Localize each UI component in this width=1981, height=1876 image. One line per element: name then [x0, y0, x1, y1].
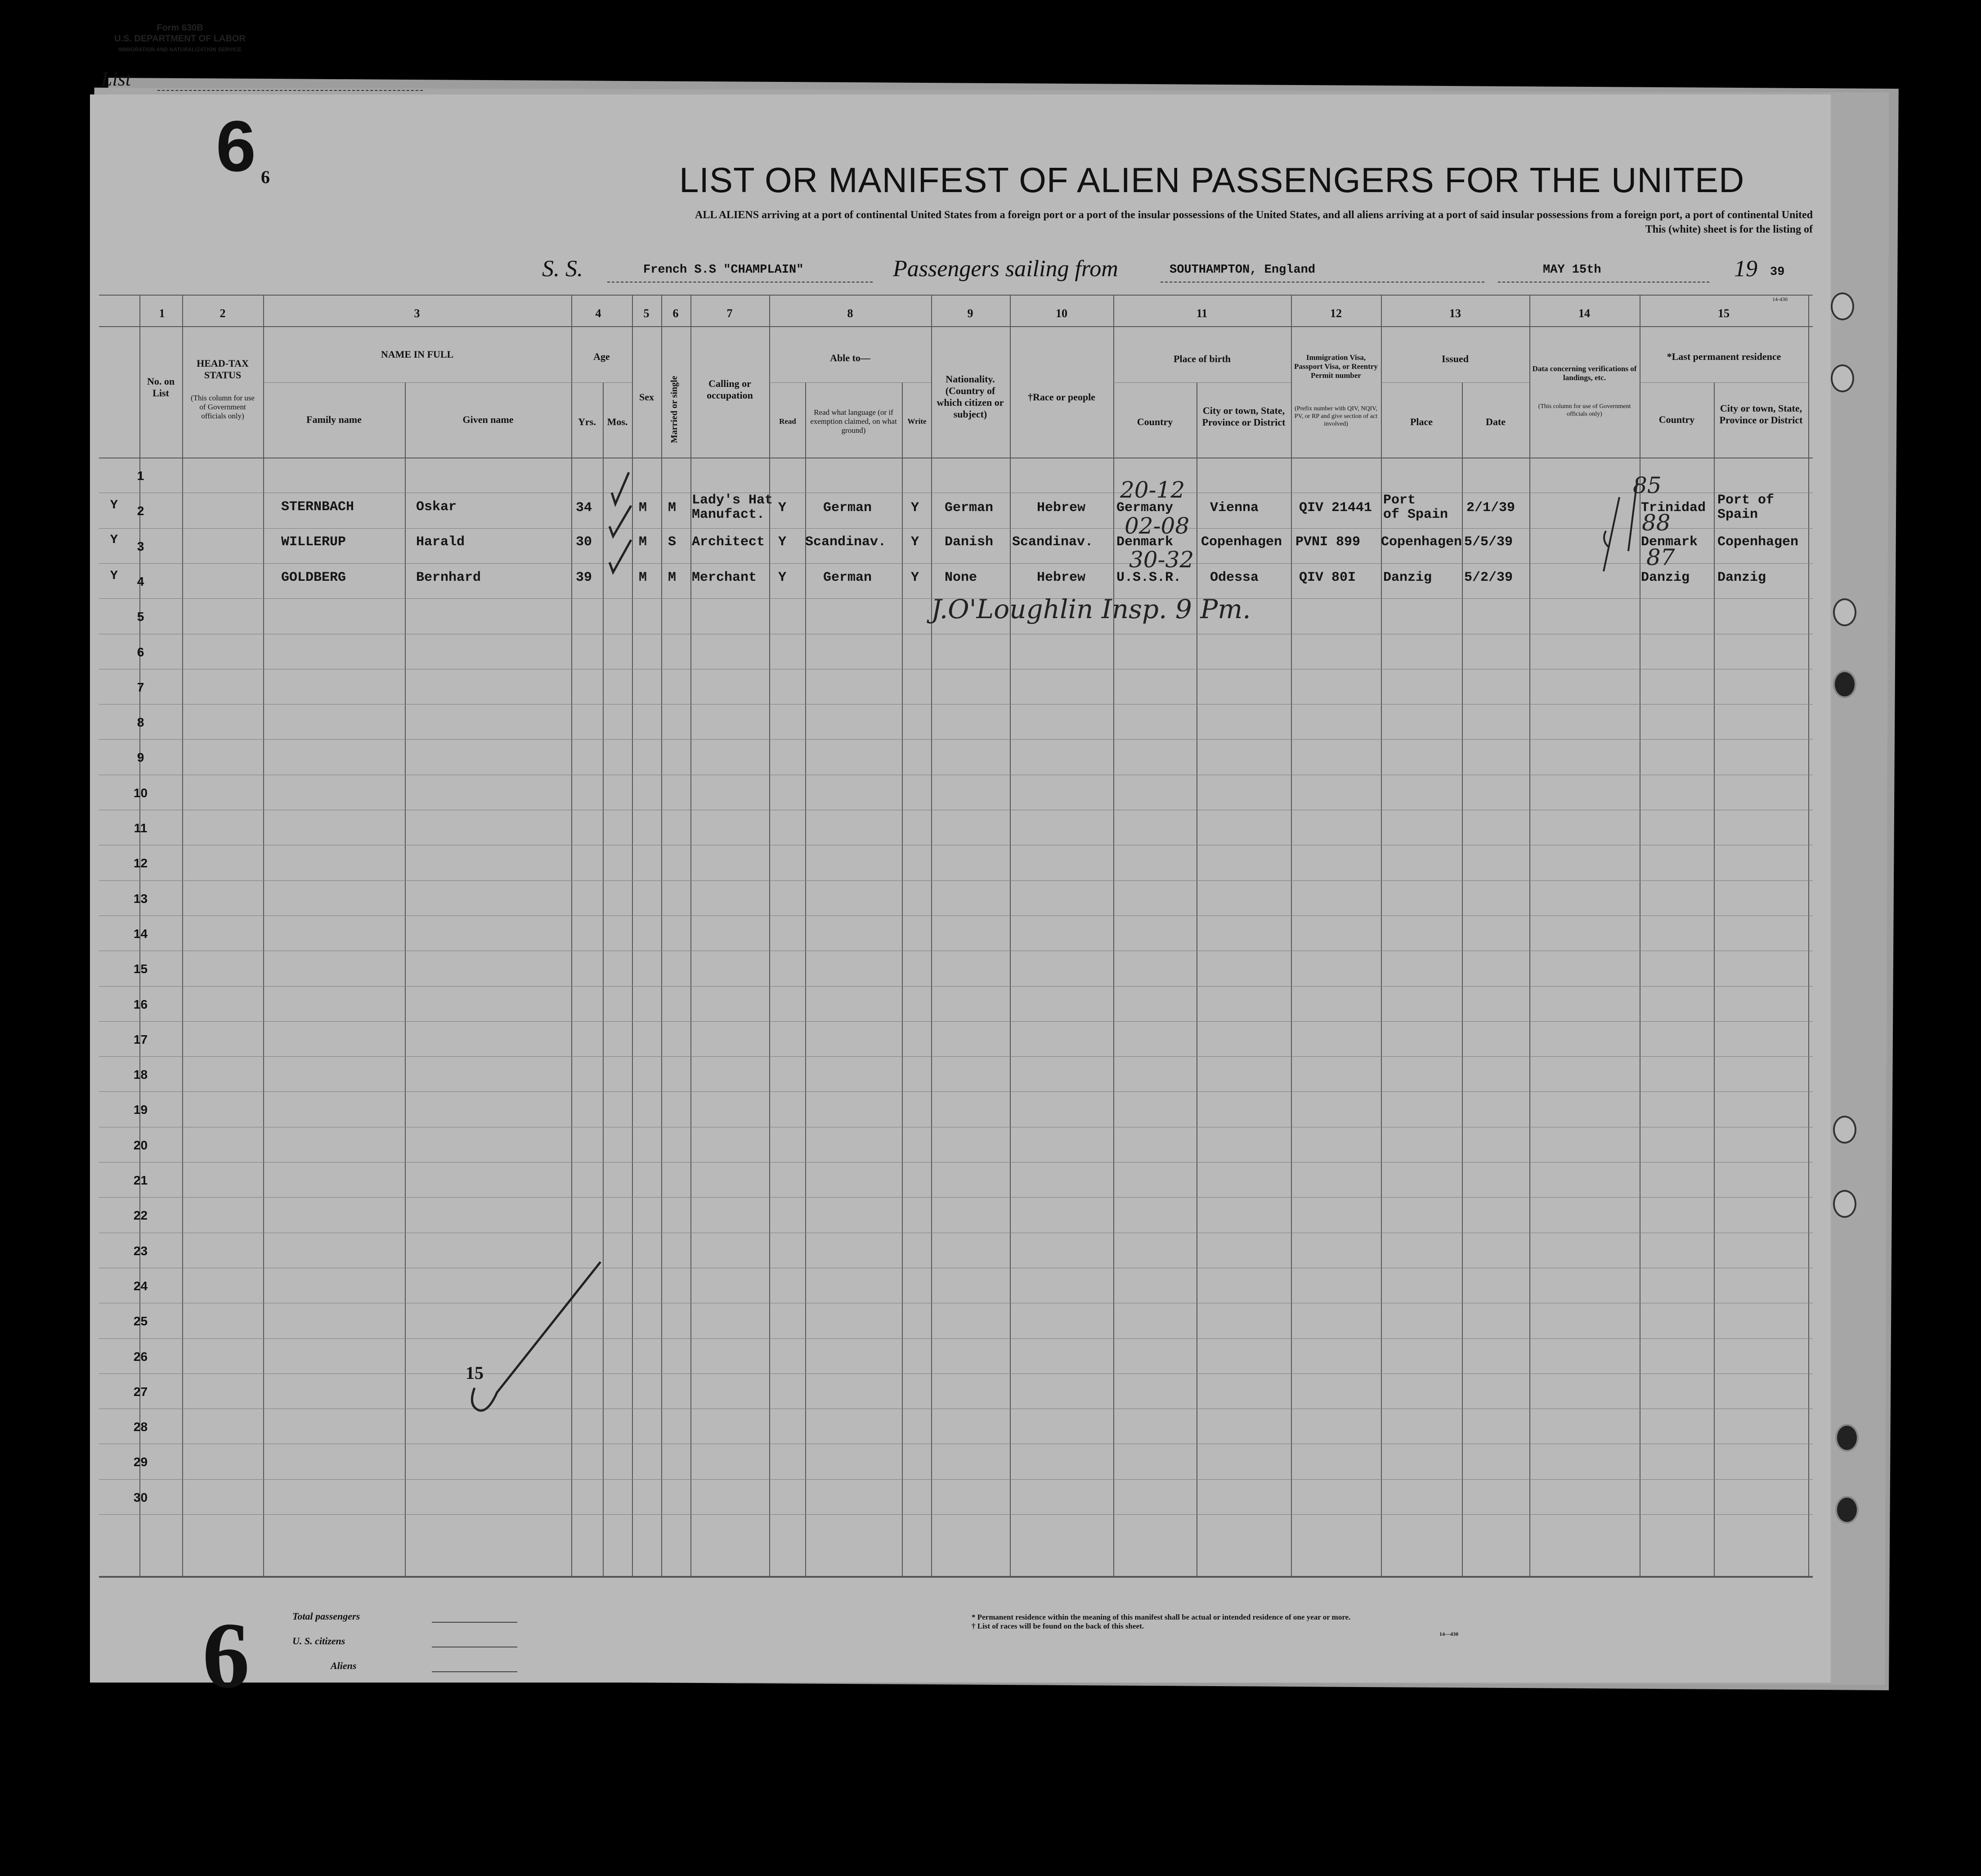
hdr-issued-place: Place: [1410, 416, 1433, 427]
sex: M: [639, 570, 647, 585]
hdr-visa: Immigration Visa, Passport Visa, or Reentry Permit number: [1294, 353, 1378, 380]
res-country: Trinidad: [1641, 500, 1706, 516]
birth-city: Vienna: [1210, 500, 1259, 516]
hdr-country: Country: [1137, 416, 1173, 427]
service: IMMIGRATION AND NATURALIZATION SERVICE: [118, 46, 242, 53]
handwritten-code: 02-08: [1125, 513, 1190, 539]
given-name: Oskar: [416, 499, 457, 515]
hdr-yrs: Yrs.: [578, 416, 596, 427]
occupation: Merchant: [692, 570, 757, 585]
punch-hole: [1835, 1496, 1859, 1524]
family-name: WILLERUP: [281, 534, 346, 550]
row-number: 22: [133, 1208, 148, 1222]
birth-country: Germany: [1116, 500, 1174, 516]
row-number: 17: [133, 1032, 148, 1046]
visa-number: QIV 21441: [1299, 500, 1372, 516]
port-underline: [1161, 282, 1484, 283]
punch-hole: [1833, 670, 1856, 698]
row-number: 12: [133, 856, 148, 870]
hdr-read-language: Read what language (or if exemption claimed, on what ground): [810, 408, 897, 435]
write: Y: [911, 570, 919, 585]
col-number: 4: [595, 307, 601, 320]
hdr-sex: Sex: [639, 391, 654, 403]
row-number: 6: [137, 645, 144, 659]
pen-stroke: [1604, 497, 1619, 571]
date-underline: [1498, 282, 1709, 283]
row-number: 11: [134, 821, 148, 835]
handwritten-code: 88: [1642, 510, 1671, 536]
form-header: [90, 22, 270, 55]
issued-place: Copenhagen: [1381, 534, 1462, 550]
col-number: 10: [1056, 307, 1067, 320]
col-number: 15: [1718, 307, 1730, 320]
sailing-date: MAY 15th: [1543, 263, 1601, 277]
row-number: 24: [133, 1279, 148, 1293]
pen-stroke: [1628, 479, 1637, 551]
birth-city: Odessa: [1210, 570, 1259, 585]
row-number: 3: [137, 539, 144, 553]
hdr-visa-note: (Prefix number with QIV, NQIV, PV, or RP and give section of act involved): [1294, 405, 1378, 427]
read: Y: [778, 500, 787, 516]
married: S: [668, 534, 677, 550]
nationality: German: [945, 500, 994, 516]
hdr-able-to: Able to—: [830, 352, 870, 364]
hdr-race: †Race or people: [1028, 391, 1095, 403]
hdr-family-name: Family name: [306, 414, 362, 425]
col-number: 1: [159, 307, 165, 320]
handwritten-code: 87: [1646, 544, 1675, 570]
issued-date: 5/5/39: [1464, 534, 1513, 550]
aliens-line: [432, 1671, 517, 1672]
col-number: 5: [643, 307, 650, 320]
row-number: 21: [133, 1173, 148, 1187]
hdr-calling: Calling or occupation: [707, 378, 753, 401]
check-mark-icon: [610, 540, 631, 572]
row-number: 27: [133, 1385, 148, 1399]
hdr-place-of-birth: Place of birth: [1173, 353, 1231, 364]
subtitle: [351, 208, 1813, 237]
page-title: LIST OR MANIFEST OF ALIEN PASSENGERS FOR THE UNITED: [679, 160, 1745, 200]
punch-hole: [1831, 364, 1854, 392]
hdr-nationality: Nationality. (Country of which citizen or subject): [937, 373, 1004, 420]
ship-underline: [607, 282, 873, 283]
race: Scandinav.: [1012, 534, 1094, 550]
col-number: 7: [726, 307, 733, 320]
manifest-table: [99, 295, 1813, 1577]
col-number: 6: [672, 307, 679, 320]
us-citizens-label: U. S. citizens: [292, 1635, 345, 1647]
row-number: 19: [133, 1103, 148, 1117]
hdr-write: Write: [907, 417, 927, 426]
hdr-res-country: Country: [1658, 414, 1695, 425]
row-number: 2: [137, 504, 144, 518]
res-country: Danzig: [1641, 570, 1690, 585]
col-number: 9: [967, 307, 973, 320]
row-number: 23: [133, 1244, 148, 1258]
list-number-printed: 6: [261, 167, 270, 187]
footnote-residence: * Permanent residence within the meaning of this manifest shall be actual or intended residence of one year or more.: [972, 1613, 1351, 1621]
birth-country: U.S.S.R.: [1116, 570, 1182, 585]
row-number: 18: [133, 1068, 148, 1082]
hdr-no-on-list: No. on List: [147, 376, 175, 399]
occupation: Architect: [692, 534, 765, 550]
issued-place-cont: of Spain: [1383, 507, 1448, 522]
check-mark-icon: [610, 506, 631, 536]
row-number: 4: [137, 574, 144, 588]
aliens-label: Aliens: [331, 1660, 357, 1671]
visa-number: PVNI 899: [1295, 534, 1361, 550]
row-number: 20: [133, 1138, 148, 1152]
row-mark: Y: [110, 533, 118, 547]
inspector-signature: J.O'Loughlin Insp. 9 Pm.: [931, 594, 1251, 624]
visa-number: QIV 80I: [1299, 570, 1356, 585]
col-number: 12: [1330, 307, 1342, 320]
row-mark: Y: [110, 569, 118, 583]
year-suffix: 39: [1770, 265, 1785, 279]
row-number: 5: [137, 610, 144, 624]
corner-code: 14-430: [1772, 296, 1788, 302]
hdr-last-residence: *Last permanent residence: [1667, 351, 1781, 362]
handwritten-code: 20-12: [1120, 477, 1185, 503]
pen-marks-overlay: [99, 295, 1813, 1577]
punch-hole: [1831, 292, 1854, 320]
hdr-given-name: Given name: [462, 414, 514, 425]
handwritten-code: 30-32: [1129, 547, 1194, 573]
hdr-name-in-full: NAME IN FULL: [381, 349, 454, 360]
read: Y: [778, 570, 787, 585]
row-number: 25: [133, 1314, 148, 1328]
birth-country: Denmark: [1116, 534, 1174, 550]
occupation-cont: Manufact.: [692, 507, 765, 522]
handwritten-code: 85: [1633, 472, 1662, 498]
hdr-city-birth: City or town, State, Province or District: [1202, 405, 1286, 428]
row-mark: Y: [110, 498, 118, 512]
sex: M: [639, 534, 647, 550]
hdr-head-tax-note: (This column for use of Government officials only): [190, 394, 255, 420]
hdr-head-tax: HEAD-TAX STATUS: [197, 358, 249, 381]
row-number: 10: [133, 786, 148, 800]
ship-name: French S.S "CHAMPLAIN": [643, 263, 804, 277]
res-city-cont: Spain: [1717, 507, 1758, 522]
footer-list-number: 6: [202, 1603, 250, 1708]
row-number: 8: [137, 715, 144, 729]
col-number: 13: [1449, 307, 1461, 320]
given-name: Bernhard: [416, 570, 481, 585]
ss-label: S. S.: [542, 256, 583, 282]
sex: M: [639, 500, 647, 516]
race: Hebrew: [1037, 570, 1086, 585]
issued-date: 2/1/39: [1466, 500, 1515, 516]
check-mark-icon: [612, 472, 629, 504]
married: M: [668, 500, 677, 516]
hdr-mos: Mos.: [607, 416, 628, 427]
total-passengers-line: [432, 1622, 517, 1623]
row-number: 28: [133, 1420, 148, 1434]
departure-port: SOUTHAMPTON, England: [1170, 263, 1316, 277]
pen-stroke: [1604, 531, 1608, 547]
nationality: None: [945, 570, 977, 585]
hdr-age: Age: [593, 351, 610, 362]
row-number: 9: [137, 750, 144, 764]
res-city: Copenhagen: [1717, 534, 1799, 550]
res-city: Port of: [1717, 493, 1775, 508]
col-number: 11: [1196, 307, 1208, 320]
form-number: Form 630B: [157, 23, 203, 33]
language: German: [823, 500, 872, 516]
read: Y: [778, 534, 787, 550]
punch-hole: [1833, 598, 1856, 626]
row-number: 29: [133, 1455, 148, 1469]
row-number: 30: [133, 1490, 148, 1504]
birth-city: Copenhagen: [1201, 534, 1282, 550]
check-mark-icon: [472, 1262, 601, 1411]
punch-hole: [1833, 1116, 1856, 1144]
row-number: 26: [133, 1350, 148, 1364]
row-number: 16: [133, 997, 148, 1011]
age-years: 34: [576, 500, 592, 516]
age-years: 39: [576, 570, 592, 585]
hdr-verifications-note: (This column for use of Government officials only): [1538, 403, 1631, 417]
subtitle-line-2: This (white) sheet is for the listing of: [1645, 224, 1813, 235]
footer-code: 14—430: [1439, 1631, 1458, 1637]
list-underline: [157, 90, 423, 91]
row-number: 13: [133, 892, 148, 906]
department: U.S. DEPARTMENT OF LABOR: [114, 34, 246, 44]
issued-place: Port: [1383, 493, 1416, 508]
punch-hole: [1835, 1424, 1859, 1452]
handwritten-count: 15: [466, 1363, 484, 1383]
col-number: 2: [220, 307, 226, 320]
race: Hebrew: [1037, 500, 1086, 516]
res-city: Danzig: [1717, 570, 1766, 585]
age-years: 30: [576, 534, 592, 550]
list-number-handwritten: 6: [216, 106, 256, 186]
col-number: 8: [847, 307, 853, 320]
res-country: Denmark: [1641, 534, 1698, 550]
language: Scandinav.: [805, 534, 887, 550]
issued-date: 5/2/39: [1464, 570, 1513, 585]
row-number: 15: [133, 962, 148, 976]
occupation: Lady's Hat: [692, 493, 773, 508]
row-number: 1: [137, 469, 144, 483]
hdr-verifications: Data concerning verifications of landings, etc.: [1532, 364, 1637, 382]
issued-place: Danzig: [1383, 570, 1432, 585]
nationality: Danish: [945, 534, 994, 550]
col-number: 3: [414, 307, 420, 320]
given-name: Harald: [416, 534, 465, 550]
row-number: 14: [133, 927, 148, 941]
hdr-issued: Issued: [1442, 353, 1469, 364]
footnote-races: † List of races will be found on the back of this sheet.: [972, 1622, 1144, 1630]
hdr-issued-date: Date: [1486, 416, 1506, 427]
sailing-label: Passengers sailing from: [893, 256, 1118, 282]
write: Y: [911, 534, 919, 550]
write: Y: [911, 500, 919, 516]
language: German: [823, 570, 872, 585]
col-number: 14: [1578, 307, 1590, 320]
year-prefix: 19: [1734, 256, 1757, 282]
total-passengers-label: Total passengers: [292, 1611, 360, 1622]
family-name: GOLDBERG: [281, 570, 346, 585]
punch-hole: [1833, 1190, 1856, 1218]
hdr-read: Read: [779, 417, 796, 426]
subtitle-line-1: ALL ALIENS arriving at a port of continental United States from a foreign port or a port of the insular possessions of the United States, and all aliens arriving at a port of said insular possessions from a foreign port, a port of continental United: [695, 209, 1813, 221]
married: M: [668, 570, 677, 585]
list-label: List: [101, 68, 131, 90]
family-name: STERNBACH: [281, 499, 354, 515]
hdr-res-city: City or town, State, Province or District: [1719, 403, 1803, 426]
row-number: 7: [137, 680, 144, 694]
hdr-married: Married or single: [669, 376, 679, 443]
